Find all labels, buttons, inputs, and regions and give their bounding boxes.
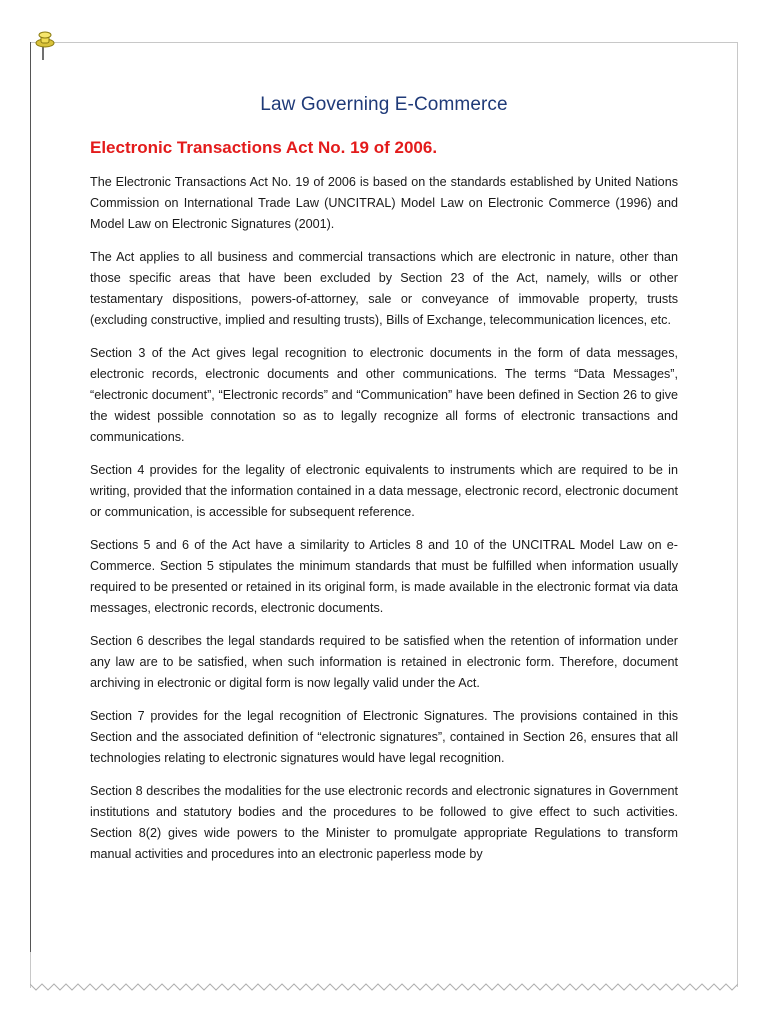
paragraph: Section 6 describes the legal standards required to be satisfied when the retention of information under any law are to be satisfied, when such information is retained in electronic form. Therefore, document archiving in electronic or digital form is now legally valid under the Act.: [90, 634, 678, 690]
page-border-top: [30, 42, 738, 43]
torn-page-edge: [30, 980, 738, 994]
paragraph: The Electronic Transactions Act No. 19 of 2006 is based on the standards established by United Nations Commission on International Trade Law (UNCITRAL) Model Law on Electronic Commerce (1996) and Model Law on Electronic Signatures (2001).: [90, 175, 678, 231]
page-title: Law Governing E-Commerce: [260, 94, 508, 115]
paragraph: Section 3 of the Act gives legal recognition to electronic documents in the form of data messages, electronic records, electronic documents and other communications. The terms “Data Messages”, “electronic document”, “Electronic records” and “Communication” have been defined in Section 26 to give the widest possible connotation so as to legally recognize all forms of electronic transactions and communications.: [90, 346, 678, 444]
page-border-left: [30, 42, 31, 952]
paragraph: The Act applies to all business and commercial transactions which are electronic in nature, other than those specific areas that have been excluded by Section 23 of the Act, namely, wills or other testamentary dispositions, powers-of-attorney, sale or conveyance of immovable property, trusts (excluding constructive, implied and resulting trusts), Bills of Exchange, telecommunication licences, etc.: [90, 250, 678, 327]
page-border-right: [737, 42, 738, 987]
paragraph: Section 8 describes the modalities for the use electronic records and electronic signatures in Government institutions and statutory bodies and the procedures to be followed to give effect to such activities. Section 8(2) gives wide powers to the Minister to promulgate appropriate Regulations to transform manual activities and procedures into an electronic paperless mode by: [90, 784, 678, 861]
section-heading: Electronic Transactions Act No. 19 of 2006.: [90, 138, 438, 157]
document-content: [90, 94, 678, 877]
pushpin-icon: [34, 30, 56, 62]
paragraph: Section 4 provides for the legality of electronic equivalents to instruments which are required to be in writing, provided that the information contained in a data message, electronic record, electronic document or communication, is accessible for subsequent reference.: [90, 463, 678, 519]
paragraph: Section 7 provides for the legal recognition of Electronic Signatures. The provisions contained in this Section and the associated definition of “electronic signatures”, contained in Section 26, ensures that all technologies relating to electronic signatures would have legal recognition.: [90, 709, 678, 765]
paragraph: Sections 5 and 6 of the Act have a similarity to Articles 8 and 10 of the UNCITRAL Model Law on e-Commerce. Section 5 stipulates the minimum standards that must be fulfilled when information usually required to be presented or retained in its original form, is made available in the electronic format via data messages, electronic records, electronic documents.: [90, 538, 678, 615]
